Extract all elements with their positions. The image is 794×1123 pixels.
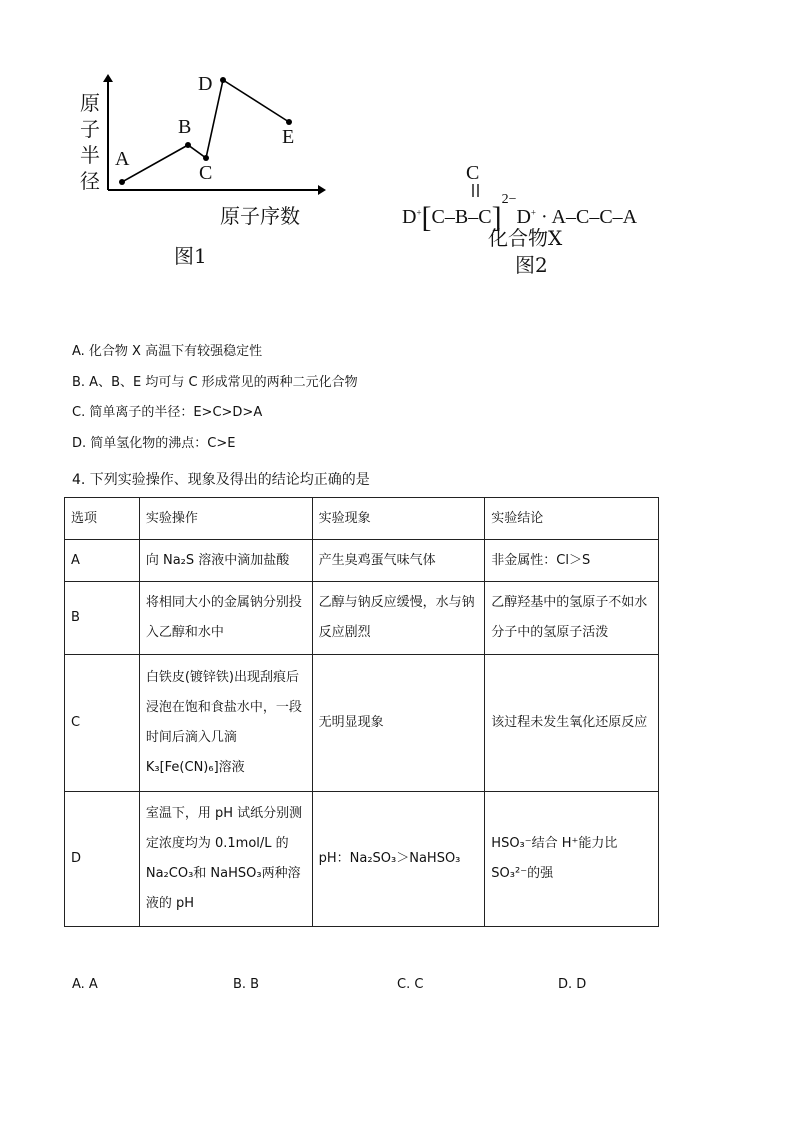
cation-left: D: [402, 206, 417, 228]
point-b: [185, 142, 191, 148]
x-axis-arrow: [318, 185, 326, 195]
bracket-left: [: [421, 201, 432, 234]
cation-right: D: [516, 206, 531, 228]
cell-conclusion: 该过程未发生氧化还原反应: [485, 655, 659, 792]
cell-operation: 室温下，用 pH 试纸分别测定浓度均为 0.1mol/L 的 Na₂CO₃和 NaHSO₃两种溶液的 pH: [139, 792, 312, 927]
option-a: A. 化合物 X 高温下有较强稳定性: [72, 344, 263, 359]
table-header-row: [65, 498, 659, 540]
cell-phenomenon: 无明显现象: [312, 655, 485, 792]
option-d: D. 简单氢化物的沸点：C>E: [72, 436, 236, 451]
cell-option: A: [65, 540, 140, 582]
cell-option: D: [65, 792, 140, 927]
cell-phenomenon: 产生臭鸡蛋气味气体: [312, 540, 485, 582]
cell-conclusion: 乙醇羟基中的氢原子不如水分子中的氢原子活泼: [485, 582, 659, 655]
dot-chain: · A–C–C–A: [536, 206, 638, 228]
point-a: [119, 179, 125, 185]
y-axis-arrow: [103, 74, 113, 82]
option-c: C. 简单离子的半径：E>C>D>A: [72, 405, 263, 420]
x-axis-label: 原子序数: [220, 204, 300, 228]
header-phenomenon: 实验现象: [312, 498, 485, 540]
figure-1: [70, 70, 340, 270]
experiment-table: [64, 497, 659, 927]
point-e: [286, 119, 292, 125]
anion-core: C–B–C: [431, 206, 492, 228]
answer-c: C. C: [397, 977, 424, 992]
table-row: [65, 540, 659, 582]
anion-charge: 2−: [501, 192, 517, 207]
header-option: 选项: [65, 498, 140, 540]
cell-operation: 向 Na₂S 溶液中滴加盐酸: [139, 540, 312, 582]
label-e: E: [282, 126, 295, 148]
cell-option: B: [65, 582, 140, 655]
figure-2: [400, 160, 700, 280]
label-c: C: [199, 162, 213, 184]
answer-a: A. A: [72, 977, 98, 992]
bracket-right: ]: [491, 201, 502, 234]
cell-phenomenon: 乙醇与钠反应缓慢，水与钠反应剧烈: [312, 582, 485, 655]
option-b: B. A、B、E 均可与 C 形成常见的两种二元化合物: [72, 375, 358, 390]
cell-operation: 白铁皮(镀锌铁)出现刮痕后浸泡在饱和食盐水中，一段时间后滴入几滴 K₃[Fe(CN)₆]溶液: [139, 655, 312, 792]
anion-top-atom: C: [466, 162, 480, 184]
double-bond: [467, 184, 487, 198]
header-conclusion: 实验结论: [485, 498, 659, 540]
table-row: [65, 655, 659, 792]
answer-b: B. B: [233, 977, 260, 992]
figure-1-caption: 图1: [174, 244, 207, 268]
cell-phenomenon: pH：Na₂SO₃＞NaHSO₃: [312, 792, 485, 927]
compound-formula: $D^+[C-B-C]^{2-}D^+ \cdot A-C-C-A$: [402, 192, 638, 234]
compound-x-label: 化合物X: [488, 226, 563, 250]
label-b: B: [178, 116, 192, 138]
label-a: A: [115, 148, 130, 170]
cell-operation: 将相同大小的金属钠分别投入乙醇和水中: [139, 582, 312, 655]
header-operation: 实验操作: [139, 498, 312, 540]
cell-option: C: [65, 655, 140, 792]
y-axis-label: 原子半径: [80, 91, 100, 193]
cell-conclusion: 非金属性：Cl＞S: [485, 540, 659, 582]
label-d: D: [198, 73, 213, 95]
table-row: [65, 582, 659, 655]
figure-2-caption: 图2: [515, 253, 548, 277]
point-c: [203, 155, 209, 161]
table-row: [65, 792, 659, 927]
answer-d: D. D: [558, 977, 587, 992]
question-4-stem: 4. 下列实验操作、现象及得出的结论均正确的是: [72, 472, 370, 488]
point-d: [220, 77, 226, 83]
cell-conclusion: HSO₃⁻结合 H⁺能力比 SO₃²⁻的强: [485, 792, 659, 927]
